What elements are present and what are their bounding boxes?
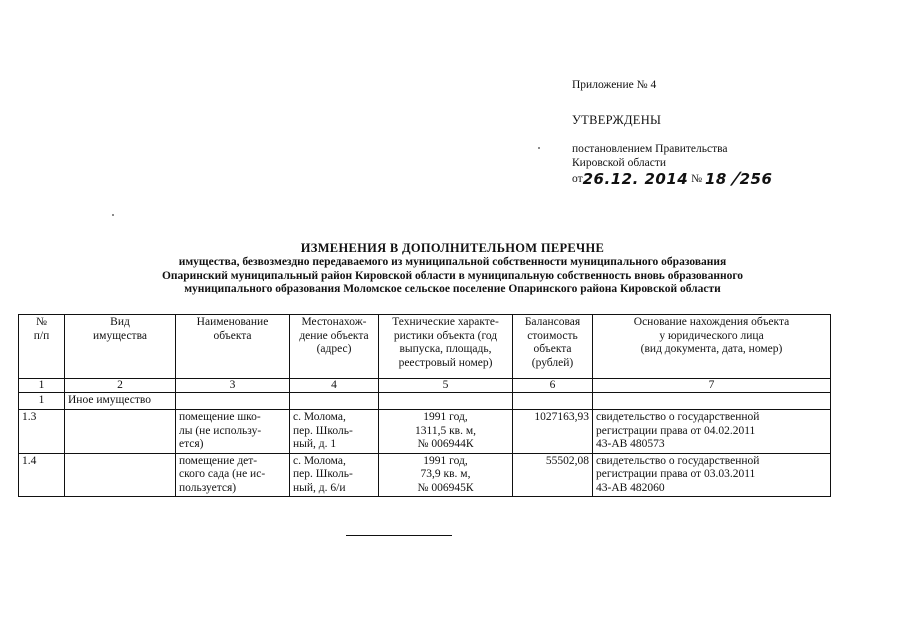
column-header-6: Балансовая стоимость объекта (рублей) bbox=[513, 315, 593, 379]
row-address: с. Молома, пер. Школь- ный, д. 1 bbox=[290, 410, 379, 454]
column-number: 1 bbox=[19, 379, 65, 393]
column-header-3: Наименование объекта bbox=[176, 315, 290, 379]
decree-line-2: Кировской области bbox=[572, 157, 667, 169]
group-type: Иное имущество bbox=[65, 393, 176, 410]
decree-line-1: постановлением Правительства bbox=[572, 143, 728, 155]
appendix-label: Приложение № 4 bbox=[572, 79, 657, 91]
column-header-2: Вид имущества bbox=[65, 315, 176, 379]
column-header-4: Местонахож- дение объекта (адрес) bbox=[290, 315, 379, 379]
group-number: 1 bbox=[19, 393, 65, 410]
decree-date-line bbox=[572, 169, 773, 189]
decree-number-sign: № bbox=[691, 173, 703, 185]
table-row bbox=[19, 453, 831, 497]
row-object-name: помещение шко- лы (не использу- ется) bbox=[176, 410, 290, 454]
subtitle-line-3: муниципального образования Моломское сельское поселение Опаринского района Кировской области bbox=[184, 283, 721, 295]
property-table bbox=[18, 314, 831, 497]
decree-from: от bbox=[572, 173, 583, 185]
row-number: 1.4 bbox=[19, 453, 65, 497]
table-row bbox=[19, 410, 831, 454]
column-number: 6 bbox=[513, 379, 593, 393]
handwritten-number: 18 /256 bbox=[704, 169, 773, 189]
column-number: 7 bbox=[593, 379, 831, 393]
column-header-5: Технические характе- ристики объекта (год выпуска, площадь, реестровый номер) bbox=[379, 315, 513, 379]
row-specifications: 1991 год, 73,9 кв. м, № 006945К bbox=[379, 453, 513, 497]
footer-rule bbox=[346, 535, 452, 536]
row-basis: свидетельство о государственной регистрации права от 04.02.2011 43-АВ 480573 bbox=[593, 410, 831, 454]
group-row bbox=[19, 393, 831, 410]
column-number: 3 bbox=[176, 379, 290, 393]
column-number: 2 bbox=[65, 379, 176, 393]
approved-label: УТВЕРЖДЕНЫ bbox=[572, 113, 662, 127]
row-address: с. Молома, пер. Школь- ный, д. 6/и bbox=[290, 453, 379, 497]
row-object-name: помещение дет- ского сада (не ис- пользуется) bbox=[176, 453, 290, 497]
row-basis: свидетельство о государственной регистрации права от 03.03.2011 43-АВ 482060 bbox=[593, 453, 831, 497]
subtitle-line-2: Опаринский муниципальный район Кировской области в муниципальную собственность вновь образованного bbox=[161, 269, 744, 282]
column-number-row bbox=[19, 379, 831, 393]
row-specifications: 1991 год, 1311,5 кв. м, № 006944К bbox=[379, 410, 513, 454]
column-number: 5 bbox=[379, 379, 513, 393]
scan-speck bbox=[112, 214, 114, 216]
row-property-type bbox=[65, 410, 176, 454]
subtitle-line-1: имущества, безвозмездно передаваемого из муниципальной собственности муниципального образования bbox=[178, 256, 727, 268]
handwritten-date: 26.12. 2014 bbox=[582, 170, 689, 188]
table-header-row bbox=[19, 315, 831, 379]
row-balance-value: 1027163,93 bbox=[513, 410, 593, 454]
row-property-type bbox=[65, 453, 176, 497]
document-title: ИЗМЕНЕНИЯ В ДОПОЛНИТЕЛЬНОМ ПЕРЕЧНЕ bbox=[300, 241, 605, 255]
column-number: 4 bbox=[290, 379, 379, 393]
column-header-7: Основание нахождения объекта у юридического лица (вид документа, дата, номер) bbox=[593, 315, 831, 379]
scan-speck bbox=[538, 147, 540, 149]
document-title-block bbox=[0, 241, 905, 297]
decree-block bbox=[572, 142, 773, 189]
row-balance-value: 55502,08 bbox=[513, 453, 593, 497]
column-header-1: № п/п bbox=[19, 315, 65, 379]
row-number: 1.3 bbox=[19, 410, 65, 454]
